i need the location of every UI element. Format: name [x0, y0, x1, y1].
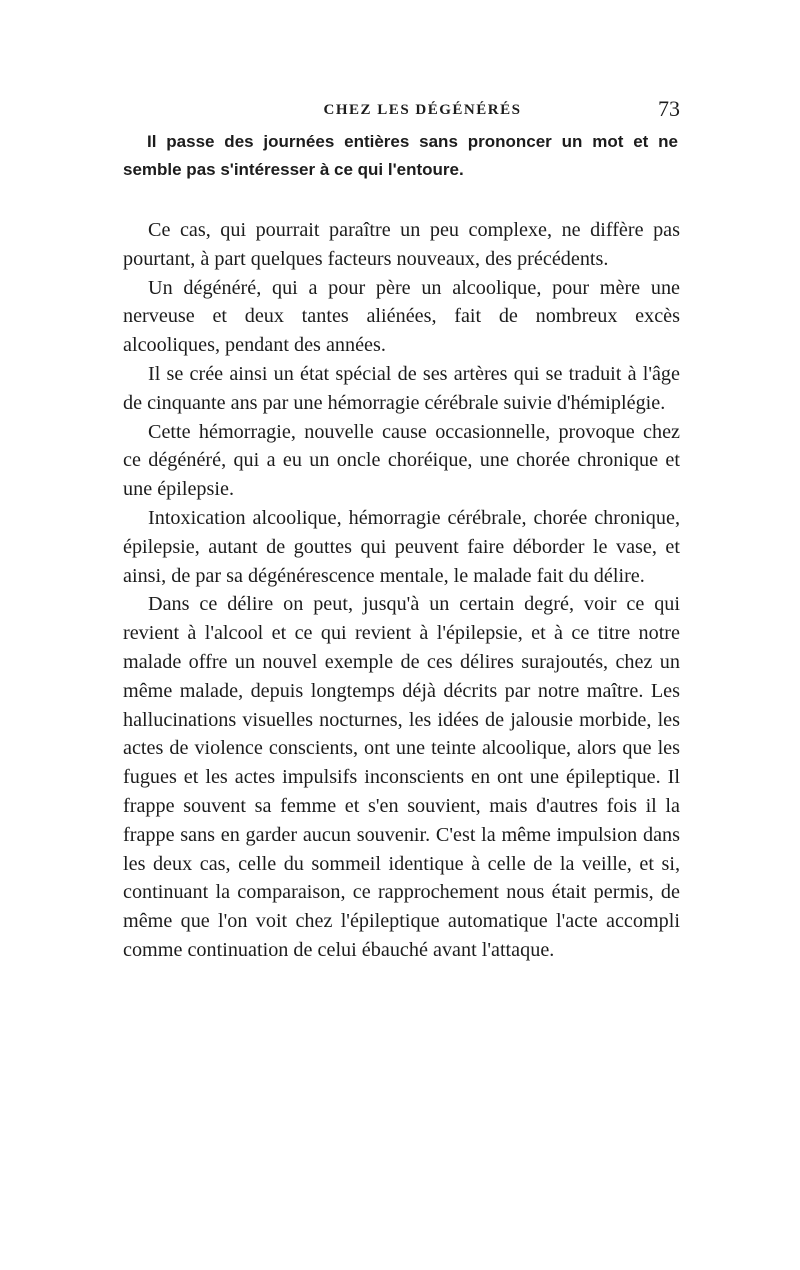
paragraph: Intoxication alcoolique, hémorragie cérébrale, chorée chronique, épilepsie, autant de gouttes qui peuvent faire déborder le vase, et ainsi, de par sa dégénérescence mentale, le malade fait du délire.	[123, 506, 680, 587]
running-head	[120, 96, 680, 126]
paragraph: Un dégénéré, qui a pour père un alcoolique, pour mère une nerveuse et deux tantes aliénées, fait de nombreux excès alcooliques, pendant des années.	[123, 276, 680, 357]
paragraph: Cette hémorragie, nouvelle cause occasionnelle, provoque chez ce dégénéré, qui a eu un oncle choréique, une chorée chronique et une épilepsie.	[123, 420, 680, 501]
body-text	[123, 216, 680, 965]
paragraph: Dans ce délire on peut, jusqu'à un certain degré, voir ce qui revient à l'alcool et ce qui revient à l'épilepsie, et à ce titre notre malade offre un nouvel exemple de ces délires surajoutés, chez un même malade, depuis longtemps déjà décrits par notre maître. Les hallucinations visuelles nocturnes, les idées de jalousie morbide, les actes de violence conscients, ont une teinte alcoolique, alors que les fugues et les actes impulsifs inconscients en ont une épileptique. Il frappe souvent sa femme et s'en souvient, mais d'autres fois il la frappe sans en garder aucun souvenir. C'est la même impulsion dans les deux cas, celle du sommeil identique à celle de la veille, et si, continuant la comparaison, ce rapprochement nous était permis, de même que l'on voit chez l'épileptique automatique l'acte accompli comme continuation de celui ébauché avant l'attaque.	[123, 593, 680, 961]
intro-paragraph-text: Il passe des journées entières sans prononcer un mot et ne semble pas s'intéresser à ce qui l'entoure.	[123, 132, 678, 179]
paragraph: Il se crée ainsi un état spécial de ses artères qui se traduit à l'âge de cinquante ans par une hémorragie cérébrale suivie d'hémiplégie.	[123, 362, 680, 414]
page-number: 73	[658, 96, 680, 121]
paragraph: Ce cas, qui pourrait paraître un peu complexe, ne diffère pas pourtant, à part quelques facteurs nouveaux, des précédents.	[123, 219, 680, 270]
running-title: CHEZ LES DÉGÉNÉRÉS	[323, 102, 522, 118]
intro-block	[123, 128, 678, 184]
intro-paragraph	[123, 128, 678, 184]
